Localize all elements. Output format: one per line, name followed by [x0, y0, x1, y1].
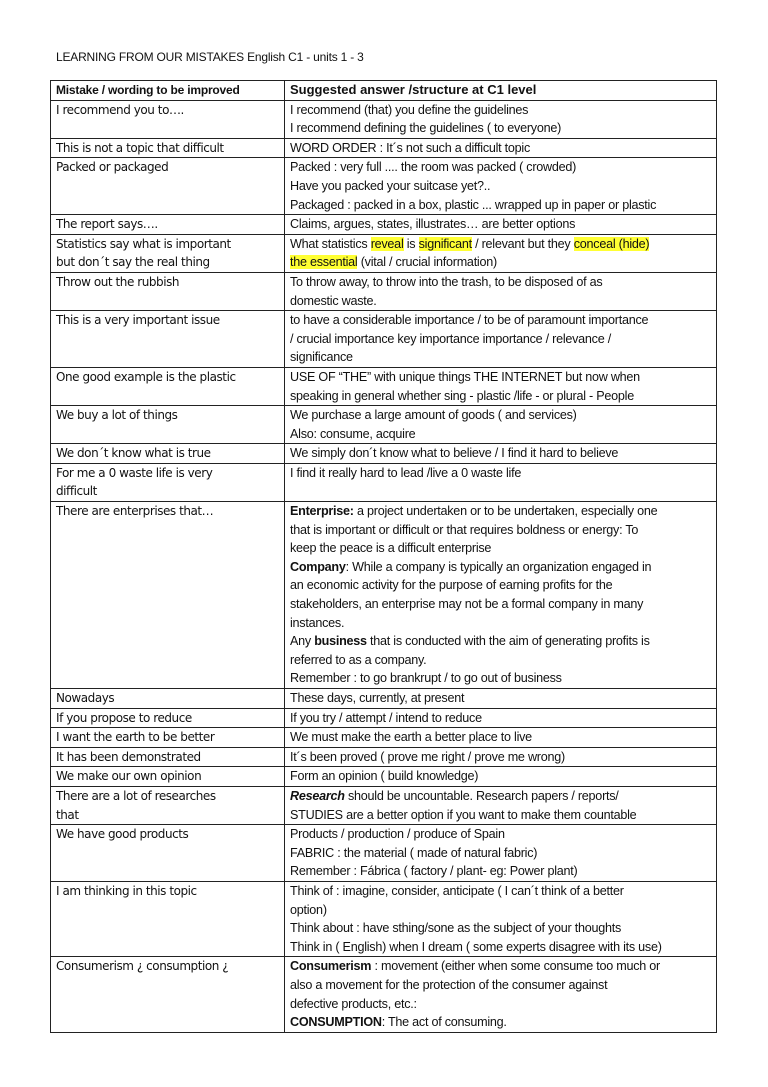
answer-text: (vital / crucial information)	[357, 255, 497, 270]
mistake-cell	[51, 215, 285, 235]
bold-term: Enterprise:	[290, 504, 354, 519]
table-row	[51, 708, 717, 728]
answer-line	[290, 728, 711, 747]
mistake-cell	[51, 234, 285, 272]
mistake-cell	[51, 272, 285, 310]
mistake-text: Packed or packaged	[56, 160, 169, 175]
mistake-text: Consumerism ¿ consumption ¿	[56, 959, 229, 974]
mistake-text: This is not a topic that difficult	[56, 140, 224, 155]
mistake-text: that	[56, 807, 79, 822]
table-row	[51, 234, 717, 272]
answer-line	[290, 787, 711, 806]
mistake-text: Throw out the rubbish	[56, 274, 180, 289]
mistake-cell	[51, 786, 285, 824]
answer-line	[290, 595, 711, 614]
answer-line	[290, 919, 711, 938]
answer-cell	[285, 158, 717, 215]
answer-cell	[285, 728, 717, 748]
answer-line	[290, 464, 711, 483]
answer-text: stakeholders, an enterprise may not be a formal company in many	[290, 597, 644, 612]
answer-text: We simply don´t know what to believe / I find it hard to believe	[290, 446, 619, 461]
answer-text: Packed : very full .... the room was packed ( crowded)	[290, 160, 577, 175]
answer-line	[290, 882, 711, 901]
highlighted-text: conceal (hide)	[573, 236, 650, 251]
answer-text: referred to as a company.	[290, 652, 427, 667]
mistake-text: There are enterprises that…	[56, 504, 214, 519]
answer-cell	[285, 272, 717, 310]
answer-cell	[285, 444, 717, 464]
mistake-cell	[51, 444, 285, 464]
table-row	[51, 158, 717, 215]
answer-text: Think about : have sthing/sone as the subject of your thoughts	[290, 921, 622, 936]
mistake-cell	[51, 825, 285, 882]
answer-line	[290, 177, 711, 196]
document-title: LEARNING FROM OUR MISTAKES English C1 - units 1 - 3	[56, 50, 364, 64]
answer-text: domestic waste.	[290, 293, 377, 308]
mistake-text: This is a very important issue	[56, 313, 220, 328]
table-row	[51, 272, 717, 310]
answer-cell	[285, 463, 717, 501]
bold-term: Research	[290, 788, 345, 803]
mistake-cell	[51, 881, 285, 956]
answer-text: If you try / attempt / intend to reduce	[290, 710, 482, 725]
answer-cell	[285, 100, 717, 138]
answer-line	[290, 651, 711, 670]
table-row	[51, 728, 717, 748]
mistake-text: Statistics say what is important	[56, 236, 231, 251]
answer-line	[290, 938, 711, 957]
answer-cell	[285, 825, 717, 882]
mistake-text: I recommend you to….	[56, 102, 184, 117]
table-row	[51, 444, 717, 464]
mistake-cell	[51, 728, 285, 748]
answer-line	[290, 101, 711, 120]
answer-cell	[285, 234, 717, 272]
answer-line	[290, 957, 711, 976]
mistake-text: One good example is the plastic	[56, 369, 236, 384]
answer-text: Think in ( English) when I dream ( some experts disagree with its use)	[290, 939, 662, 954]
mistake-cell	[51, 767, 285, 787]
table-body	[51, 100, 717, 1032]
answer-text: significance	[290, 350, 353, 365]
answer-line	[290, 539, 711, 558]
highlighted-text: the essential	[290, 255, 358, 270]
header-answer: Suggested answer /structure at C1 level	[285, 81, 717, 101]
answer-text: / crucial importance key importance importance / relevance /	[290, 331, 611, 346]
answer-cell	[285, 881, 717, 956]
mistake-text: The report says….	[56, 217, 158, 232]
table-row	[51, 463, 717, 501]
answer-text: USE OF “THE” with unique things THE INTERNET but now when	[290, 369, 640, 384]
mistakes-table	[50, 80, 717, 1033]
mistake-cell	[51, 367, 285, 405]
answer-text: / relevant but they	[471, 236, 574, 251]
answer-text: I recommend (that) you define the guidelines	[290, 102, 529, 117]
mistake-cell	[51, 463, 285, 501]
mistake-text: There are a lot of researches	[56, 788, 216, 803]
answer-line	[290, 521, 711, 540]
answer-cell	[285, 406, 717, 444]
answer-text: Remember : Fábrica ( factory / plant- eg: Power plant)	[290, 864, 578, 879]
table-row	[51, 502, 717, 689]
table-row	[51, 406, 717, 444]
answer-text: Any	[290, 634, 315, 649]
mistake-text: We make our own opinion	[56, 769, 202, 784]
answer-text: It´s been proved ( prove me right / prove me wrong)	[290, 749, 565, 764]
answer-text: Claims, argues, states, illustrates… are better options	[290, 217, 576, 232]
mistake-text: We buy a lot of things	[56, 408, 178, 423]
answer-text: To throw away, to throw into the trash, to be disposed of as	[290, 274, 603, 289]
answer-line	[290, 825, 711, 844]
answer-text: an economic activity for the purpose of earning profits for the	[290, 578, 613, 593]
mistake-cell	[51, 689, 285, 709]
answer-line	[290, 709, 711, 728]
table-row	[51, 311, 717, 368]
answer-line	[290, 253, 711, 272]
mistake-text: We have good products	[56, 827, 189, 842]
answer-cell	[285, 786, 717, 824]
table-row	[51, 881, 717, 956]
answer-text: : movement (either when some consume too much or	[371, 959, 660, 974]
answer-line	[290, 425, 711, 444]
answer-text: Remember : to go brankrupt / to go out of business	[290, 671, 562, 686]
mistake-cell	[51, 957, 285, 1032]
answer-line	[290, 348, 711, 367]
mistake-text: Nowadays	[56, 691, 115, 705]
mistake-cell	[51, 100, 285, 138]
answer-text: keep the peace is a difficult enterprise	[290, 541, 492, 556]
answer-line	[290, 689, 711, 708]
mistake-cell	[51, 708, 285, 728]
answer-line	[290, 502, 711, 521]
answer-text: What statistics	[290, 236, 371, 251]
answer-text: that is important or difficult or that requires boldness or energy: To	[290, 522, 639, 537]
answer-line	[290, 330, 711, 349]
answer-text: Packaged : packed in a box, plastic ... wrapped up in paper or plastic	[290, 197, 657, 212]
answer-text: These days, currently, at present	[290, 691, 465, 705]
highlighted-text: significant	[418, 236, 472, 251]
answer-text: instances.	[290, 615, 345, 630]
bold-term: Consumerism	[290, 959, 372, 974]
answer-text: STUDIES are a better option if you want to make them countable	[290, 807, 637, 822]
answer-cell	[285, 138, 717, 158]
answer-cell	[285, 689, 717, 709]
mistake-cell	[51, 138, 285, 158]
answer-text: a project undertaken or to be undertaken, especially one	[353, 504, 658, 519]
highlighted-text: reveal	[370, 236, 404, 251]
answer-text: Also: consume, acquire	[290, 426, 416, 441]
answer-line	[290, 292, 711, 311]
answer-text: Have you packed your suitcase yet?..	[290, 178, 491, 193]
answer-line	[290, 576, 711, 595]
answer-text: defective products, etc.:	[290, 996, 417, 1011]
answer-text: to have a considerable importance / to be of paramount importance	[290, 313, 649, 328]
answer-cell	[285, 747, 717, 767]
answer-text: speaking in general whether sing - plastic /life - or plural - People	[290, 388, 634, 403]
answer-text: WORD ORDER : It´s not such a difficult topic	[290, 140, 531, 155]
mistake-text: It has been demonstrated	[56, 749, 201, 764]
answer-line	[290, 139, 711, 158]
answer-line	[290, 806, 711, 825]
bold-term: CONSUMPTION	[290, 1015, 382, 1030]
answer-line	[290, 632, 711, 651]
bold-term: Company	[290, 559, 346, 574]
mistake-cell	[51, 747, 285, 767]
answer-line	[290, 119, 711, 138]
table-row	[51, 747, 717, 767]
answer-line	[290, 748, 711, 767]
answer-text: I find it really hard to lead /live a 0 waste life	[290, 465, 522, 480]
answer-line	[290, 273, 711, 292]
answer-line	[290, 368, 711, 387]
answer-line	[290, 558, 711, 577]
answer-line	[290, 976, 711, 995]
answer-line	[290, 901, 711, 920]
mistake-text: but don´t say the real thing	[56, 255, 210, 270]
table-row	[51, 215, 717, 235]
answer-line	[290, 158, 711, 177]
answer-line	[290, 235, 711, 254]
answer-text: Form an opinion ( build knowledge)	[290, 769, 479, 784]
answer-line	[290, 862, 711, 881]
table-row	[51, 957, 717, 1032]
answer-line	[290, 669, 711, 688]
bold-term: business	[314, 634, 367, 649]
answer-cell	[285, 502, 717, 689]
answer-line	[290, 406, 711, 425]
answer-cell	[285, 311, 717, 368]
mistake-cell	[51, 502, 285, 689]
answer-cell	[285, 215, 717, 235]
answer-line	[290, 387, 711, 406]
answer-text: also a movement for the protection of the consumer against	[290, 977, 608, 992]
mistake-cell	[51, 158, 285, 215]
answer-cell	[285, 708, 717, 728]
answer-text: should be uncountable. Research papers / reports/	[344, 788, 619, 803]
answer-cell	[285, 957, 717, 1032]
answer-line	[290, 311, 711, 330]
answer-text: is	[403, 236, 419, 251]
mistake-text: We don´t know what is true	[56, 446, 211, 461]
answer-line	[290, 1013, 711, 1032]
answer-cell	[285, 767, 717, 787]
answer-text: I recommend defining the guidelines ( to everyone)	[290, 121, 562, 136]
answer-text: Products / production / produce of Spain	[290, 827, 505, 842]
mistake-cell	[51, 311, 285, 368]
table-row	[51, 786, 717, 824]
header-mistake: Mistake / wording to be improved	[51, 81, 285, 101]
answer-text: Think of : imagine, consider, anticipate ( I can´t think of a better	[290, 883, 624, 898]
mistake-cell	[51, 406, 285, 444]
mistake-text: I want the earth to be better	[56, 730, 215, 745]
answer-text: : The act of consuming.	[381, 1015, 507, 1030]
answer-line	[290, 444, 711, 463]
answer-line	[290, 767, 711, 786]
mistake-text: For me a 0 waste life is very	[56, 465, 213, 480]
table-header-row	[51, 81, 717, 101]
table-row	[51, 689, 717, 709]
answer-text: that is conducted with the aim of generating profits is	[366, 634, 650, 649]
table-row	[51, 767, 717, 787]
answer-line	[290, 614, 711, 633]
answer-line	[290, 215, 711, 234]
answer-text: We purchase a large amount of goods ( and services)	[290, 408, 577, 423]
mistake-text: difficult	[56, 484, 97, 499]
table-row	[51, 367, 717, 405]
answer-text: option)	[290, 902, 327, 917]
table-row	[51, 138, 717, 158]
answer-cell	[285, 367, 717, 405]
mistake-text: I am thinking in this topic	[56, 883, 197, 898]
answer-line	[290, 844, 711, 863]
table-row	[51, 100, 717, 138]
answer-text: : While a company is typically an organization engaged in	[345, 559, 652, 574]
answer-line	[290, 196, 711, 215]
mistake-text: If you propose to reduce	[56, 710, 192, 725]
table-row	[51, 825, 717, 882]
answer-text: FABRIC : the material ( made of natural fabric)	[290, 845, 538, 860]
answer-line	[290, 995, 711, 1014]
answer-text: We must make the earth a better place to live	[290, 730, 532, 745]
